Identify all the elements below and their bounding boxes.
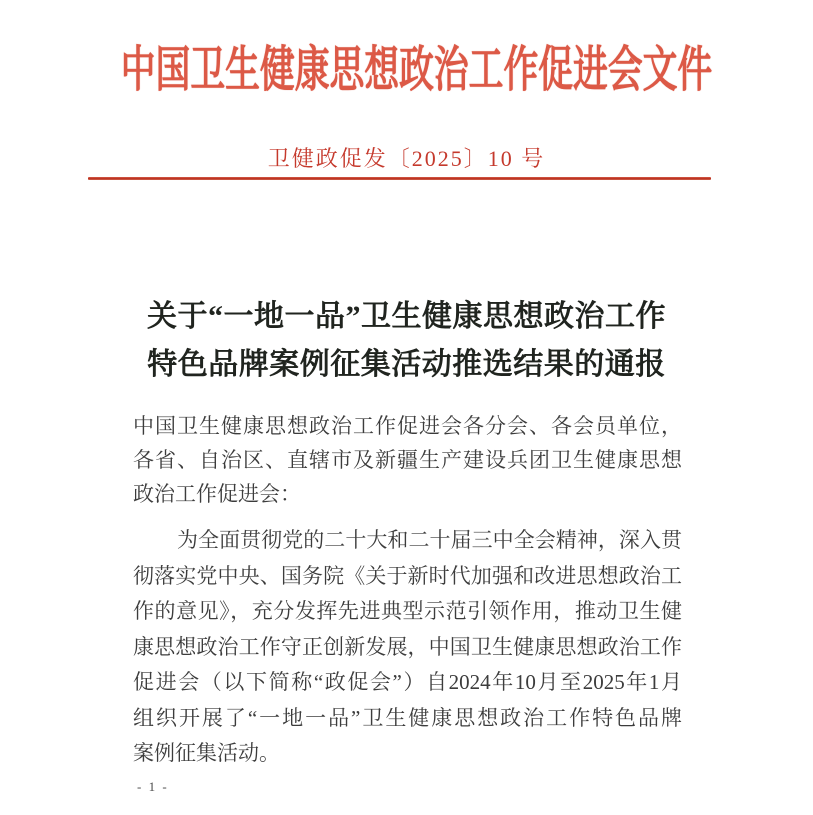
letterhead-text: 中国卫生健康思想政治工作促进会文件: [120, 42, 713, 97]
salutation-line: 各省、自治区、直辖市及新疆生产建设兵团卫生健康思想: [133, 448, 682, 472]
document-title: [0, 293, 813, 389]
body-line: 作的意见》，充分发挥先进典型示范引领作用，推动卫生健: [133, 599, 682, 623]
salutation-paragraph: [133, 409, 682, 511]
body-line: 为全面贯彻党的二十大和二十届三中全会精神，深入贯: [177, 528, 682, 552]
document-title-line-1: 关于“一地一品”卫生健康思想政治工作: [147, 300, 666, 333]
body-line: 促进会（以下简称“政促会”）自2024年10月至2025年1月: [133, 670, 682, 694]
document-title-line-2: 特色品牌案例征集活动推选结果的通报: [147, 348, 666, 381]
red-divider-rule: [88, 177, 711, 180]
body-line: 彻落实党中央、国务院《关于新时代加强和改进思想政治工: [133, 563, 682, 588]
red-letterhead: [0, 42, 813, 98]
salutation-line: 政治工作促进会：: [133, 482, 301, 506]
document-body: [133, 409, 682, 772]
body-line: 康思想政治工作守正创新发展，中国卫生健康思想政治工作: [133, 634, 682, 659]
body-line: 案例征集活动。: [133, 741, 280, 765]
page-number: - 1 -: [137, 779, 169, 794]
body-paragraph: [133, 523, 682, 772]
document-number: 卫健政促发〔2025〕10 号: [267, 146, 546, 171]
salutation-line: 中国卫生健康思想政治工作促进会各分会、各会员单位，: [133, 414, 682, 438]
body-line: 组织开展了“一地一品”卫生健康思想政治工作特色品牌: [133, 705, 682, 730]
